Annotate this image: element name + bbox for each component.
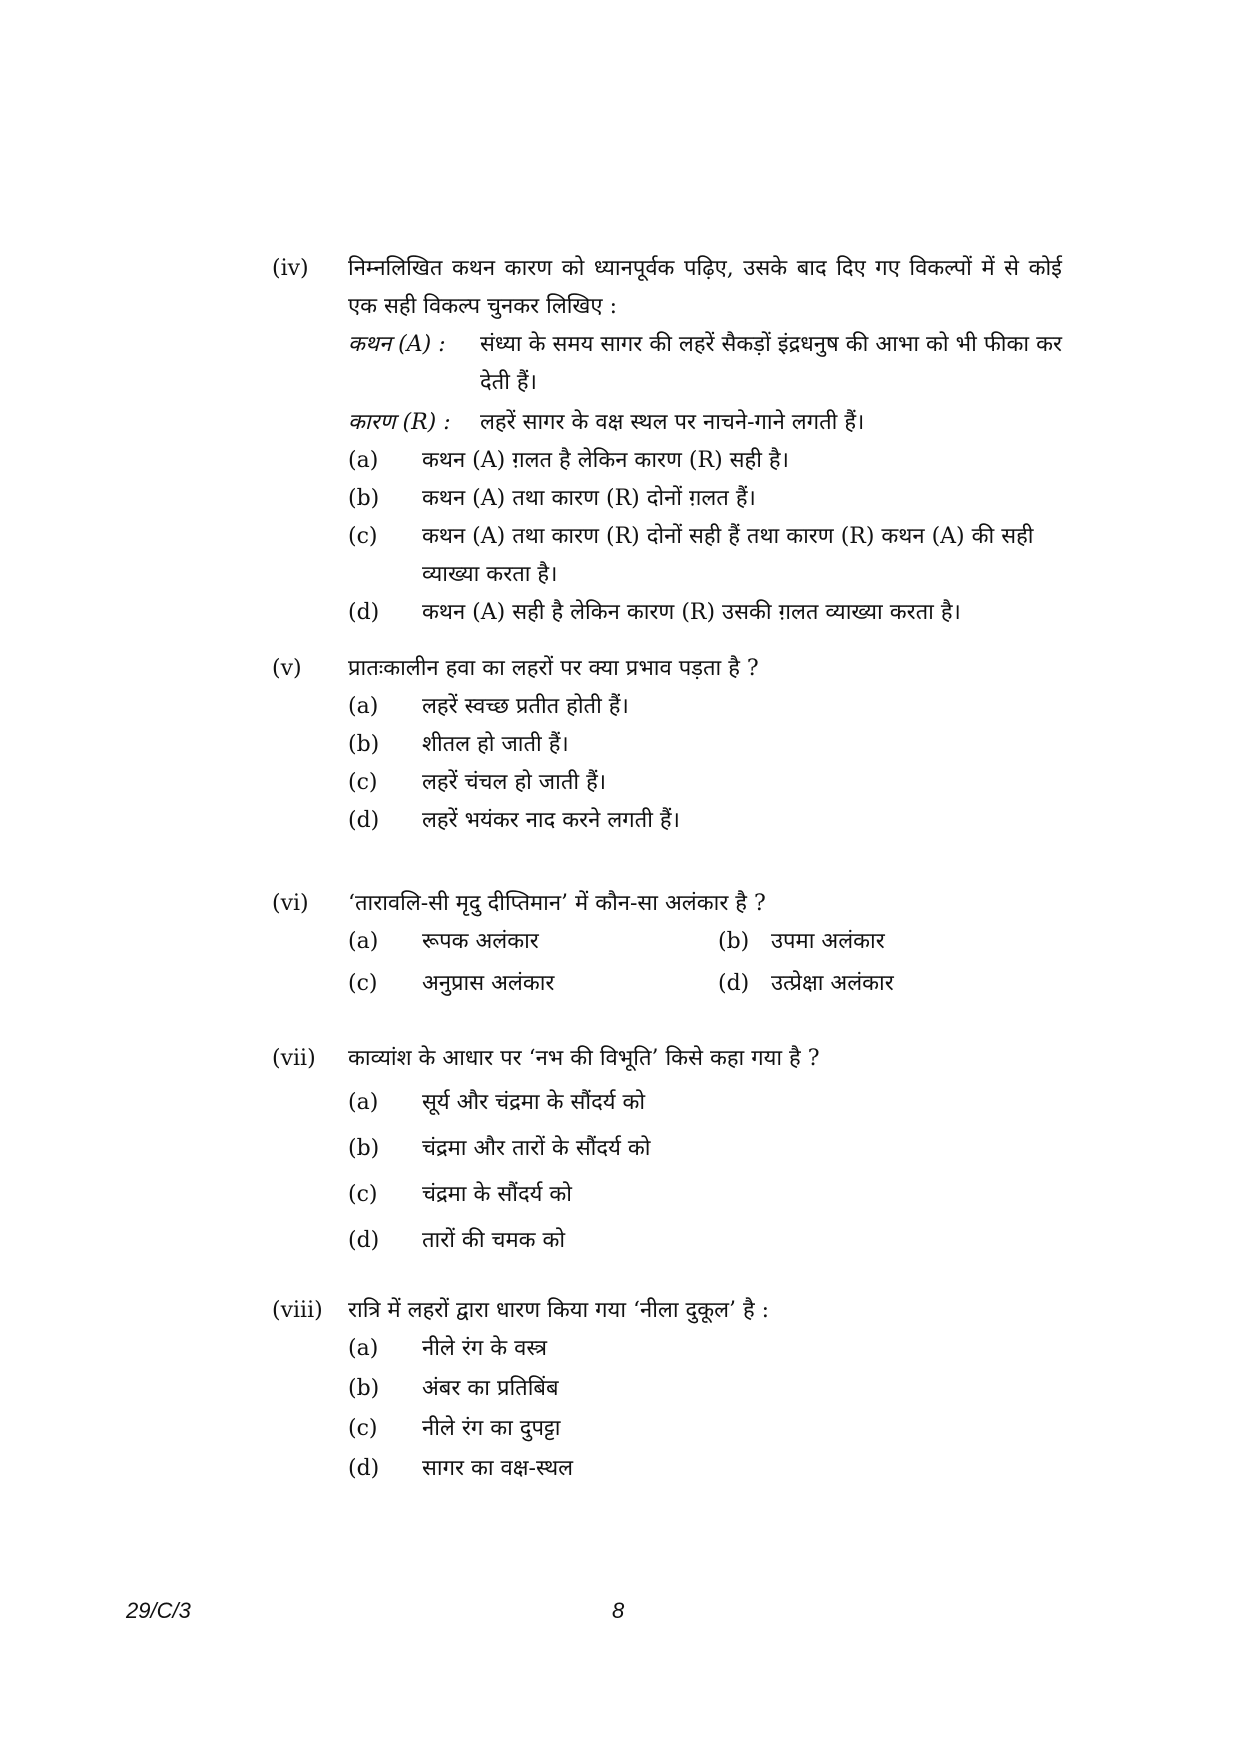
reason-label: कारण (R) :	[348, 410, 451, 435]
option-label: (a)	[348, 1336, 379, 1361]
option-text: नीले रंग के वस्त्र	[422, 1336, 548, 1361]
option	[348, 802, 1062, 840]
option	[348, 1410, 1062, 1450]
option-text: कथन (A) तथा कारण (R) दोनों सही हैं तथा कारण (R) कथन (A) की सही व्याख्या करता है।	[422, 524, 1034, 587]
question-prompt: प्रातःकालीन हवा का लहरों पर क्या प्रभाव पड़ता है ?	[348, 656, 759, 681]
option-text: सूर्य और चंद्रमा के सौंदर्य को	[422, 1090, 646, 1115]
option-text: अनुप्रास अलंकार	[422, 971, 555, 996]
question-vi	[272, 885, 1062, 1007]
option-row	[348, 965, 1062, 1007]
question-number: (v)	[272, 656, 302, 681]
option-text: नीले रंग का दुपट्टा	[422, 1416, 561, 1441]
question-prompt: रात्रि में लहरों द्वारा धारण किया गया ‘नीला दुकूल’ है :	[348, 1298, 770, 1323]
option	[348, 1084, 1062, 1130]
option-text: उत्प्रेक्षा अलंकार	[771, 971, 894, 996]
option-text: उपमा अलंकार	[771, 929, 885, 954]
option-label: (c)	[348, 971, 378, 996]
option-text: लहरें चंचल हो जाती हैं।	[422, 770, 607, 795]
option-text: लहरें भयंकर नाद करने लगती हैं।	[422, 808, 680, 833]
option-row	[348, 923, 1062, 965]
option-label: (c)	[348, 1416, 378, 1441]
assertion-row	[348, 326, 1062, 402]
option-label: (b)	[348, 732, 380, 757]
option-text: चंद्रमा और तारों के सौंदर्य को	[422, 1136, 651, 1161]
question-number: (vii)	[272, 1046, 316, 1071]
option	[348, 442, 1062, 480]
option-label: (d)	[348, 1456, 380, 1481]
option-label: (a)	[348, 694, 379, 719]
option	[348, 594, 1062, 632]
question-viii	[272, 1292, 1062, 1490]
page-number: 8	[612, 1598, 625, 1623]
option-text: अंबर का प्रतिबिंब	[422, 1376, 559, 1401]
option-text: तारों की चमक को	[422, 1228, 566, 1253]
option	[348, 764, 1062, 802]
option-text: कथन (A) ग़लत है लेकिन कारण (R) सही है।	[422, 448, 789, 473]
assertion-label: कथन (A) :	[348, 332, 446, 357]
option-label: (c)	[348, 524, 378, 549]
option	[348, 1330, 1062, 1370]
option-label: (a)	[348, 448, 379, 473]
option-label: (a)	[348, 929, 379, 954]
paper-code: 29/C/3	[126, 1598, 191, 1623]
option	[348, 726, 1062, 764]
option	[348, 1130, 1062, 1176]
option-label: (a)	[348, 1090, 379, 1115]
option-text: चंद्रमा के सौंदर्य को	[422, 1182, 572, 1207]
option	[348, 688, 1062, 726]
question-prompt: निम्नलिखित कथन कारण को ध्यानपूर्वक पढ़िए, उसके बाद दिए गए विकल्पों में से कोई एक सही विकल्प चुनकर लिखिए :	[348, 256, 1062, 319]
option-text: शीतल हो जाती हैं।	[422, 732, 569, 757]
question-prompt: काव्यांश के आधार पर ‘नभ की विभूति’ किसे कहा गया है ?	[348, 1046, 820, 1071]
option-label: (b)	[348, 1136, 380, 1161]
question-number: (iv)	[272, 256, 309, 281]
option-label: (d)	[348, 808, 380, 833]
question-number: (viii)	[272, 1298, 323, 1323]
question-vii	[272, 1040, 1062, 1268]
question-iv	[272, 250, 1062, 632]
assertion-text: संध्या के समय सागर की लहरें सैकड़ों इंद्रधनुष की आभा को भी फीका कर देती हैं।	[480, 332, 1062, 395]
question-prompt: ‘तारावलि-सी मृदु दीप्तिमान’ में कौन-सा अलंकार है ?	[348, 891, 766, 916]
option	[348, 518, 1062, 594]
option	[348, 1450, 1062, 1490]
option	[348, 1370, 1062, 1410]
option-label: (c)	[348, 1182, 378, 1207]
option-label: (d)	[348, 600, 380, 625]
option-text: कथन (A) सही है लेकिन कारण (R) उसकी ग़लत व्याख्या करता है।	[422, 600, 961, 625]
reason-row	[348, 404, 1062, 442]
option-label: (d)	[718, 971, 750, 996]
option-label: (c)	[348, 770, 378, 795]
question-v	[272, 650, 1062, 840]
option-label: (b)	[718, 929, 750, 954]
option-text: सागर का वक्ष-स्थल	[422, 1456, 574, 1481]
option-text: कथन (A) तथा कारण (R) दोनों ग़लत हैं।	[422, 486, 756, 511]
option-text: रूपक अलंकार	[422, 929, 539, 954]
reason-text: लहरें सागर के वक्ष स्थल पर नाचने-गाने लगती हैं।	[480, 410, 865, 435]
option	[348, 1176, 1062, 1222]
option	[348, 1222, 1062, 1268]
question-number: (vi)	[272, 891, 309, 916]
option-label: (b)	[348, 486, 380, 511]
option-label: (d)	[348, 1228, 380, 1253]
option	[348, 480, 1062, 518]
option-label: (b)	[348, 1376, 380, 1401]
option-text: लहरें स्वच्छ प्रतीत होती हैं।	[422, 694, 629, 719]
